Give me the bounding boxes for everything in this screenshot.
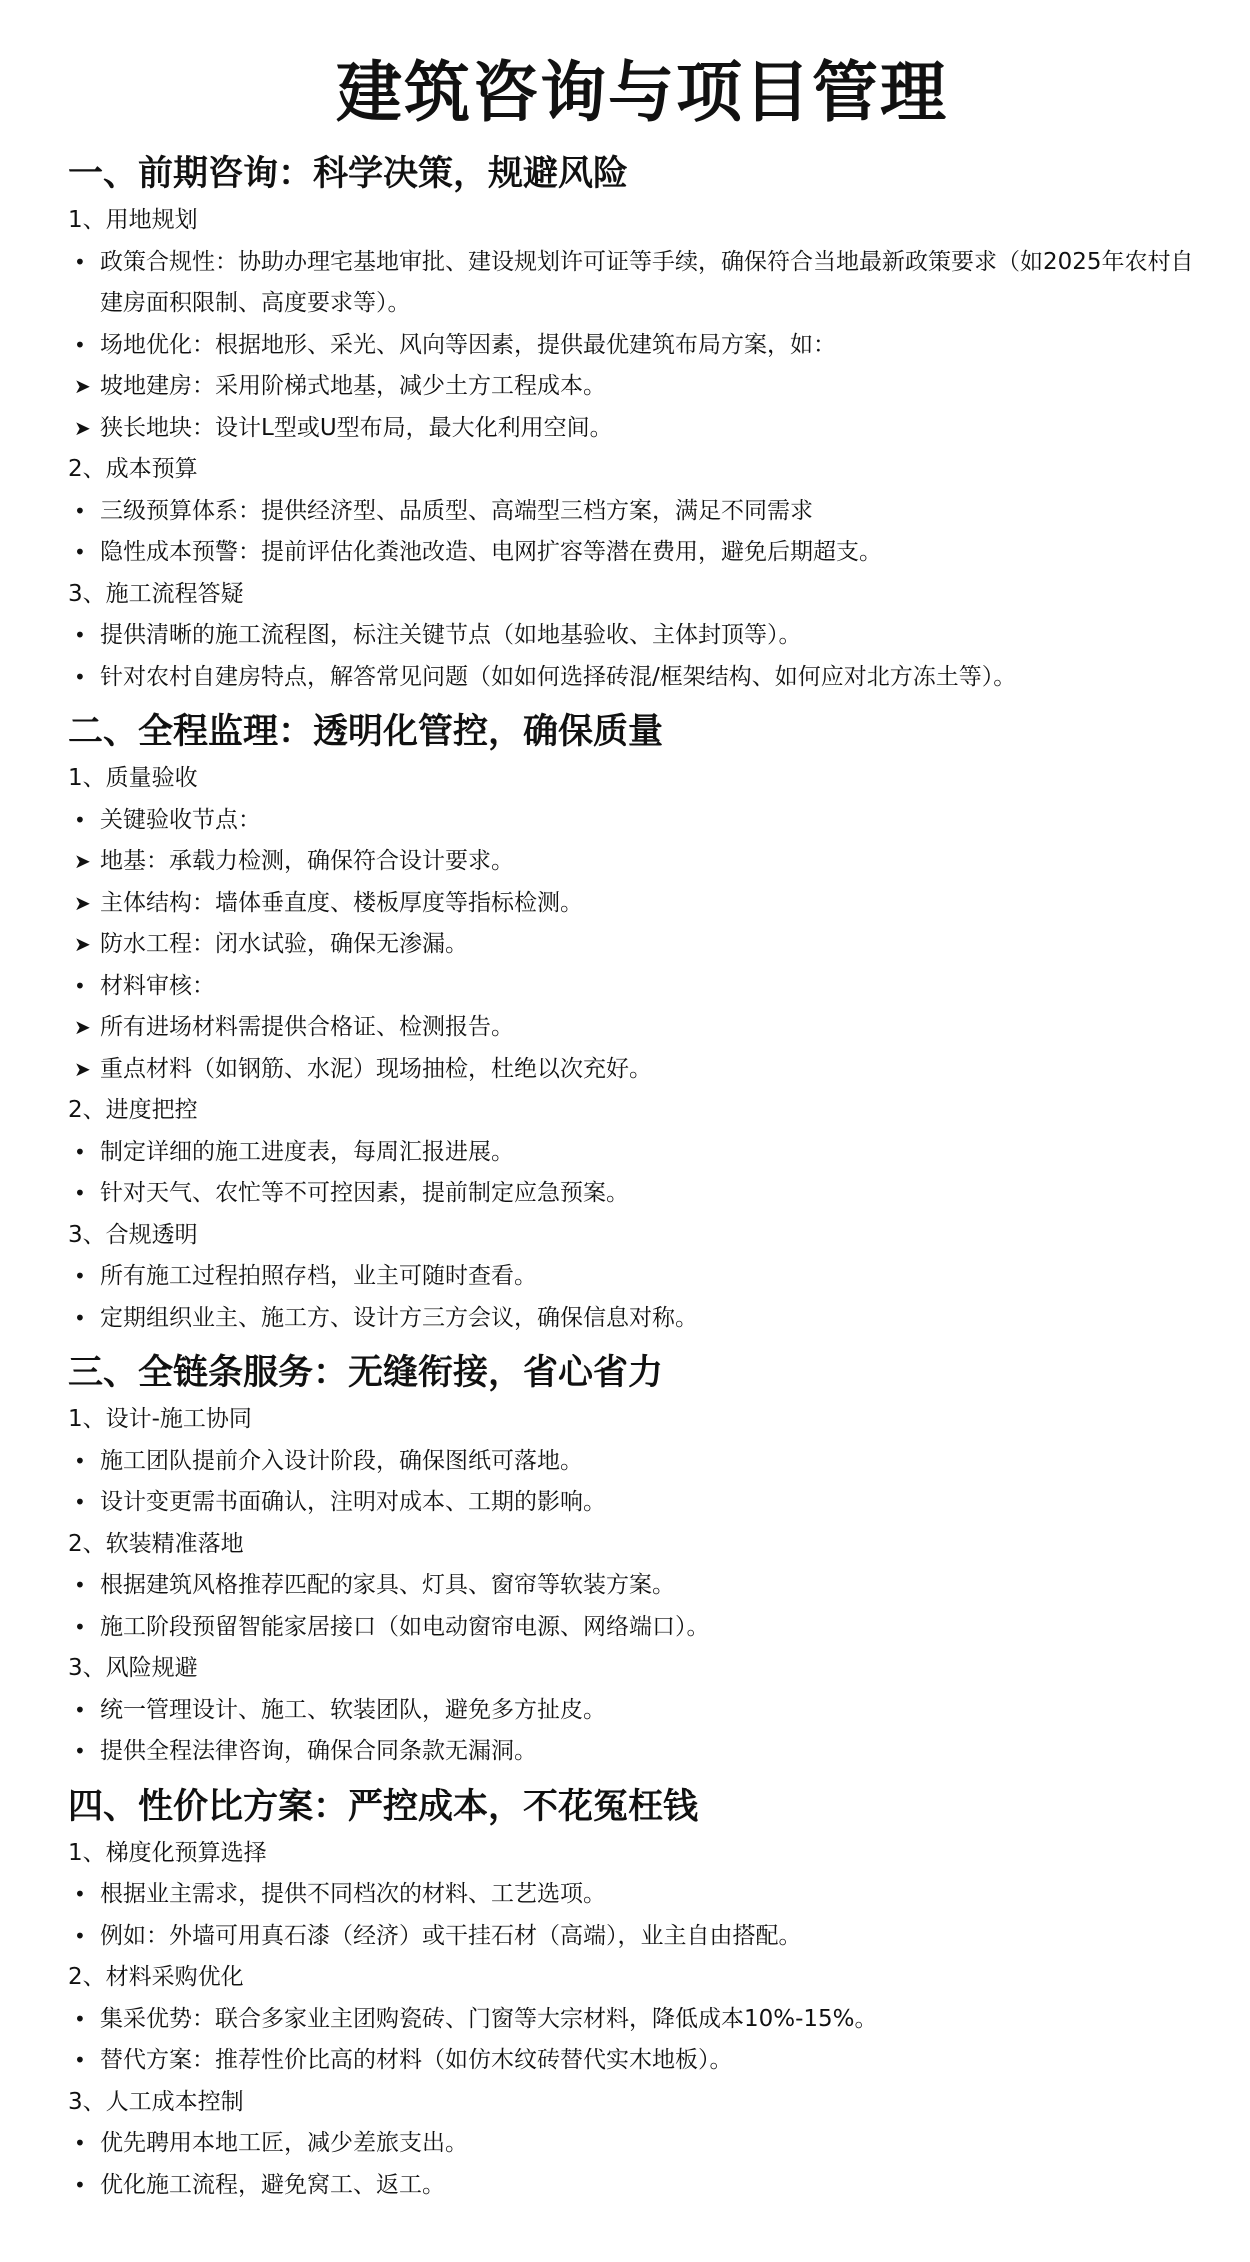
bullet-list-item (68, 1916, 1216, 1958)
arrow-list-item (68, 1007, 1216, 1049)
bullet-list-item (68, 1441, 1216, 1483)
section (68, 148, 1216, 698)
arrow-marker-icon: ➤ (74, 374, 91, 398)
bullet-marker-icon: • (74, 1264, 86, 1288)
list-item-text: 优先聘用本地工匠，减少差旅支出。 (100, 2130, 468, 2156)
arrow-list-item (68, 408, 1216, 450)
bullet-marker-icon: • (74, 498, 86, 523)
page-title: 建筑咨询与项目管理 (336, 54, 948, 131)
bullet-list-item (68, 2040, 1216, 2082)
bullet-marker-icon: • (74, 1882, 86, 1906)
bullet-list-item (68, 1132, 1216, 1174)
bullet-marker-icon: • (74, 1139, 86, 1164)
bullet-marker-icon: • (74, 973, 86, 998)
subsection-heading: 3、风险规避 (68, 1655, 198, 1681)
arrow-list-item (68, 1049, 1216, 1091)
bullet-marker-icon: • (74, 1697, 86, 1722)
section-heading: 四、性价比方案：严控成本，不花冤枉钱 (68, 1786, 699, 1827)
bullet-marker-icon: • (74, 2131, 86, 2155)
list-item-text: 设计变更需书面确认，注明对成本、工期的影响。 (100, 1489, 606, 1515)
bullet-marker-icon: • (74, 807, 86, 832)
arrow-list-item (68, 883, 1216, 925)
bullet-marker-icon: • (74, 2006, 86, 2031)
bullet-list-item (68, 1607, 1216, 1649)
bullet-list-item (68, 2165, 1216, 2207)
arrow-marker-icon: ➤ (74, 932, 91, 956)
bullet-list-item (68, 615, 1216, 657)
bullet-list-item (68, 1256, 1216, 1298)
bullet-marker-icon: • (74, 1490, 86, 1514)
section-heading: 一、前期咨询：科学决策，规避风险 (68, 154, 629, 194)
arrow-marker-icon: ➤ (74, 1056, 91, 1081)
document (0, 52, 1250, 2206)
list-item-text: 根据业主需求，提供不同档次的材料、工艺选项。 (100, 1881, 606, 1907)
list-item-text: 三级预算体系：提供经济型、品质型、高端型三档方案，满足不同需求 (100, 497, 813, 524)
list-item-text: 优化施工流程，避免窝工、返工。 (100, 2171, 445, 2198)
bullet-list-item (68, 532, 1216, 574)
section-heading: 三、全链条服务：无缝衔接，省心省力 (68, 1353, 664, 1393)
list-item-text: 所有施工过程拍照存档，业主可随时查看。 (100, 1263, 537, 1289)
arrow-list-item (68, 366, 1216, 408)
subsection-heading: 3、合规透明 (68, 1221, 198, 1248)
bullet-list-item (68, 1565, 1216, 1607)
list-item-text: 隐性成本预警：提前评估化粪池改造、电网扩容等潜在费用，避免后期超支。 (100, 539, 882, 565)
list-item-text: 针对农村自建房特点，解答常见问题（如如何选择砖混/框架结构、如何应对北方冻土等）。 (100, 663, 1017, 690)
list-item-text: 主体结构：墙体垂直度、楼板厚度等指标检测。 (100, 889, 583, 916)
list-item-text: 所有进场材料需提供合格证、检测报告。 (100, 1014, 514, 1040)
bullet-marker-icon: • (74, 332, 86, 357)
subsection-heading: 2、成本预算 (68, 456, 198, 482)
bullet-list-item (68, 800, 1216, 842)
bullet-list-item (68, 491, 1216, 533)
list-item-text: 坡地建房：采用阶梯式地基，减少土方工程成本。 (100, 373, 606, 399)
list-item-text: 关键验收节点： (100, 806, 261, 833)
list-item-text: 地基：承载力检测，确保符合设计要求。 (100, 848, 514, 874)
list-item-text: 定期组织业主、施工方、设计方三方会议，确保信息对称。 (100, 1304, 698, 1331)
subsection-heading: 1、梯度化预算选择 (68, 1839, 267, 1866)
list-item-text: 场地优化：根据地形、采光、风向等因素，提供最优建筑布局方案，如： (100, 331, 836, 358)
section (68, 1347, 1216, 1773)
bullet-list-item (68, 1874, 1216, 1916)
bullet-marker-icon: • (74, 540, 86, 564)
arrow-marker-icon: ➤ (74, 415, 91, 440)
bullet-list-item (68, 242, 1216, 325)
bullet-marker-icon: • (74, 1448, 86, 1473)
bullet-marker-icon: • (74, 1573, 86, 1597)
list-item-text: 防水工程：闭水试验，确保无渗漏。 (100, 931, 468, 957)
arrow-marker-icon: ➤ (74, 1015, 91, 1039)
bullet-marker-icon: • (74, 1181, 86, 1205)
subsection-heading: 1、质量验收 (68, 765, 198, 791)
list-item-text: 根据建筑风格推荐匹配的家具、灯具、窗帘等软装方案。 (100, 1572, 675, 1598)
list-item-text: 例如：外墙可用真石漆（经济）或干挂石材（高端），业主自由搭配。 (100, 1922, 802, 1949)
subsection-heading: 1、用地规划 (68, 207, 198, 233)
section-heading: 二、全程监理：透明化管控，确保质量 (68, 712, 664, 752)
bullet-marker-icon: • (74, 664, 86, 689)
list-item-text: 提供清晰的施工流程图，标注关键节点（如地基验收、主体封顶等）。 (100, 622, 802, 648)
bullet-marker-icon: • (74, 249, 86, 274)
bullet-marker-icon: • (74, 623, 86, 647)
arrow-marker-icon: ➤ (74, 849, 91, 873)
bullet-list-item (68, 1731, 1216, 1773)
bullet-list-item (68, 1690, 1216, 1732)
subsection-heading: 2、进度把控 (68, 1097, 198, 1123)
bullet-list-item (68, 1173, 1216, 1215)
subsection-heading: 3、施工流程答疑 (68, 580, 244, 607)
arrow-list-item (68, 841, 1216, 883)
subsection-heading: 2、材料采购优化 (68, 1964, 244, 1990)
sections-container (68, 148, 1216, 2206)
bullet-list-item (68, 325, 1216, 367)
subsection-heading: 2、软装精准落地 (68, 1530, 244, 1557)
list-item-text: 政策合规性：协助办理宅基地审批、建设规划许可证等手续，确保符合当地最新政策要求（如2025年农村自建房面积限制、高度要求等）。 (100, 248, 1194, 316)
subsection-heading: 3、人工成本控制 (68, 2088, 244, 2115)
list-item-text: 集采优势：联合多家业主团购瓷砖、门窗等大宗材料，降低成本10%-15%。 (100, 2005, 878, 2032)
bullet-marker-icon: • (74, 1305, 86, 1330)
section (68, 1781, 1216, 2207)
list-item-text: 针对天气、农忙等不可控因素，提前制定应急预案。 (100, 1180, 629, 1206)
list-item-text: 统一管理设计、施工、软装团队，避免多方扯皮。 (100, 1696, 606, 1723)
bullet-marker-icon: • (74, 1614, 86, 1639)
bullet-list-item (68, 1999, 1216, 2041)
bullet-list-item (68, 1482, 1216, 1524)
bullet-marker-icon: • (74, 2048, 86, 2072)
bullet-marker-icon: • (74, 1923, 86, 1948)
bullet-list-item (68, 966, 1216, 1008)
bullet-marker-icon: • (74, 2172, 86, 2197)
list-item-text: 制定详细的施工进度表，每周汇报进展。 (100, 1138, 514, 1165)
subsection-heading: 1、设计-施工协同 (68, 1406, 252, 1432)
arrow-marker-icon: ➤ (74, 890, 91, 915)
bullet-list-item (68, 1298, 1216, 1340)
list-item-text: 施工团队提前介入设计阶段，确保图纸可落地。 (100, 1447, 583, 1474)
arrow-list-item (68, 924, 1216, 966)
list-item-text: 施工阶段预留智能家居接口（如电动窗帘电源、网络端口）。 (100, 1613, 710, 1640)
list-item-text: 提供全程法律咨询，确保合同条款无漏洞。 (100, 1738, 537, 1764)
bullet-list-item (68, 2123, 1216, 2165)
bullet-marker-icon: • (74, 1739, 86, 1763)
list-item-text: 替代方案：推荐性价比高的材料（如仿木纹砖替代实木地板）。 (100, 2047, 733, 2073)
bullet-list-item (68, 657, 1216, 699)
list-item-text: 材料审核： (100, 972, 215, 999)
section (68, 706, 1216, 1339)
list-item-text: 重点材料（如钢筋、水泥）现场抽检，杜绝以次充好。 (100, 1055, 652, 1082)
list-item-text: 狭长地块：设计L型或U型布局，最大化利用空间。 (100, 414, 613, 441)
